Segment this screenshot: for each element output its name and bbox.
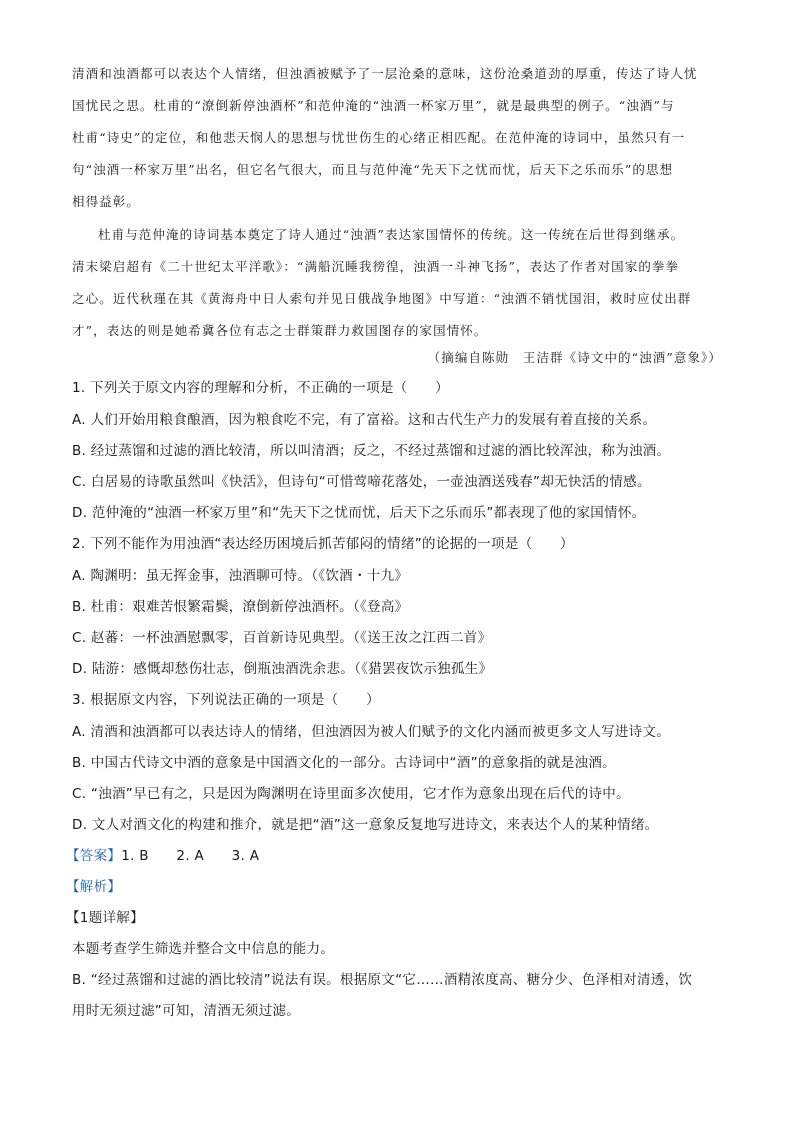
answer-tag: 【答案】 xyxy=(66,848,122,864)
option-b: B. 经过蒸馏和过滤的酒比较清，所以叫清酒；反之，不经过蒸馏和过滤的酒比较浑浊，称为浊酒。 xyxy=(72,443,671,459)
analysis-tag xyxy=(66,877,121,897)
analysis-tag-label: 【解析】 xyxy=(66,879,122,895)
detail-title: 【1题详解】 xyxy=(66,910,144,926)
passage-line: 清末梁启超有《二十世纪太平洋歌》：“满船沉睡我徬徨，浊酒一斗神飞扬”，表达了作者对国家的拳拳 xyxy=(72,259,680,274)
question-stem: 1. 下列关于原文内容的理解和分析，不正确的一项是（ ） xyxy=(72,380,449,396)
answer-line xyxy=(66,846,259,866)
passage-line: 杜甫“诗史”的定位，和他悲天悯人的思想与忧世伤生的心绪正相匹配。在范仲淹的诗词中，虽然只有一 xyxy=(72,130,686,145)
option-d: D. 范仲淹的“浊酒一杯家万里”和“先天下之忧而忧，后天下之乐而乐”都表现了他的家国情怀。 xyxy=(72,505,646,521)
answer-text: 1. B 2. A 3. A xyxy=(121,848,260,864)
analysis-line: 本题考查学生筛选并整合文中信息的能力。 xyxy=(72,941,335,957)
option-c: C. 赵蕃：一杯浊酒慰飘零，百首新诗见典型。（《送王汝之江西二首》 xyxy=(72,630,492,646)
passage-line: 国忧民之思。杜甫的“潦倒新停浊酒杯”和范仲淹的“浊酒一杯家万里”，就是最典型的例子。“浊酒”与 xyxy=(72,98,675,113)
option-a: A. 清酒和浊酒都可以表达诗人的情绪，但浊酒因为被人们赋予的文化内涵而被更多文人写进诗文。 xyxy=(72,724,671,740)
passage-line: 相得益彰。 xyxy=(72,194,141,209)
analysis-line: B. “经过蒸馏和过滤的酒比较清”说法有误。根据原文“它……酒精浓度高、糖分少、色泽相对清透，饮 xyxy=(72,972,693,988)
option-c: C. “浊酒”早已有之，只是因为陶渊明在诗里面多次使用，它才作为意象出现在后代的诗中。 xyxy=(72,786,630,802)
passage-line: 才”，表达的则是她希冀各位有志之士群策群力救国图存的家国情怀。 xyxy=(72,323,488,338)
option-d: D. 文人对酒文化的构建和推介，就是把“酒”这一意象反复地写进诗文，来表达个人的某种情绪。 xyxy=(72,817,659,833)
option-b: B. 中国古代诗文中酒的意象是中国酒文化的一部分。古诗词中“酒”的意象指的就是浊酒。 xyxy=(72,755,616,771)
option-b: B. 杜甫：艰难苦恨繁霜鬓，潦倒新停浊酒杯。（《登高》 xyxy=(72,599,409,615)
question-stem: 3. 根据原文内容，下列说法正确的一项是（ ） xyxy=(72,692,380,708)
analysis-line: 用时无须过滤”可知，清酒无须过滤。 xyxy=(72,1003,301,1019)
option-a: A. 陶渊明：虽无挥金事，浊酒聊可恃。（《饮酒・十九》 xyxy=(72,568,409,584)
option-a: A. 人们开始用粮食酿酒，因为粮食吃不完，有了富裕。这和古代生产力的发展有着直接的关系。 xyxy=(72,412,657,428)
passage-line: 杜甫与范仲淹的诗词基本奠定了诗人通过“浊酒”表达家国情怀的传统。这一传统在后世得到继承。 xyxy=(98,227,685,242)
passage-source: （摘编自陈勋 王洁群《诗文中的“浊酒”意象》） xyxy=(427,350,722,365)
option-d: D. 陆游：感慨却愁伤壮志，倒瓶浊酒洗余悲。（《猎罢夜饮示独孤生》 xyxy=(72,661,493,677)
passage-line: 句“浊酒一杯家万里”出名，但它名气很大，而且与范仲淹“先天下之忧而忧，后天下之乐而乐”的思想 xyxy=(72,162,674,177)
passage-line: 之心。近代秋瑾在其《黄海舟中日人索句并见日俄战争地图》中写道：“浊酒不销忧国泪，救时应仗出群 xyxy=(72,291,692,306)
passage-line: 清酒和浊酒都可以表达个人情绪，但浊酒被赋予了一层沧桑的意味，这份沧桑道劲的厚重，传达了诗人忧 xyxy=(72,66,698,81)
option-c: C. 白居易的诗歌虽然叫《快活》，但诗句“可惜莺啼花落处，一壶浊酒送残春”却无快活的情感。 xyxy=(72,474,651,490)
question-stem: 2. 下列不能作为用浊酒“表达经历困境后抓苦郁闷的情绪”的论据的一项是（ ） xyxy=(72,536,574,552)
